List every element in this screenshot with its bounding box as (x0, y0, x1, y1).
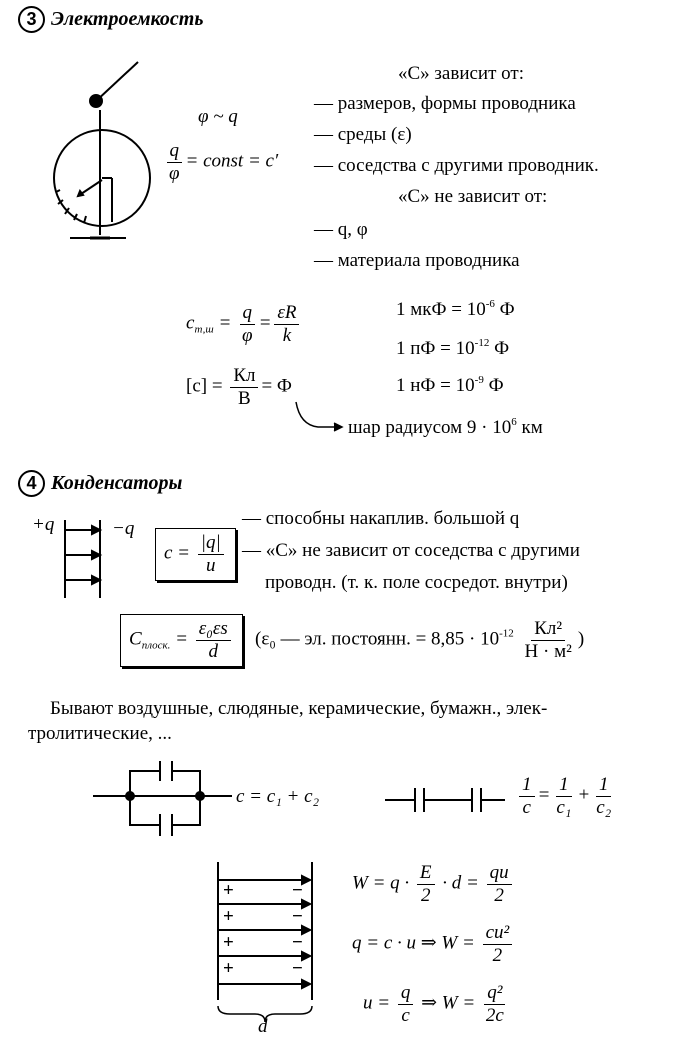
sphere-capacitance-formula: $c_{т,ш}$ = $\frac{q}{\varphi}$ = $\frac{\varepsilon R}{k}$ (186, 302, 302, 347)
unit-conversion: 1 пФ = $10^{-12}$ Ф (396, 337, 510, 359)
distance-d-label: d (258, 1016, 268, 1037)
series-formula: $\frac{1}{c}$ = $\frac{1}{\text{c₁}}$ + $\frac{1}{\text{c₂}}$ (516, 774, 617, 819)
plus-sign: + (223, 958, 234, 979)
depends-item: — соседства с другими проводник. (314, 155, 599, 176)
unit-conversion: 1 мкФ = $10^{-6}$ Ф (396, 298, 515, 320)
plus-sign: + (223, 880, 234, 901)
not-depends-item: — q, φ (314, 219, 368, 240)
types-text-line: тролитические, ... (28, 723, 172, 744)
capacitance-definition-box: c = $\frac{|q|}{u}$ (155, 528, 236, 581)
minus-sign: − (292, 880, 303, 901)
unit-conversion: 1 нФ = $10^{-9}$ Ф (396, 374, 504, 396)
depends-item: — среды (ε) (314, 124, 412, 145)
section-4-number: 4 (18, 470, 45, 497)
plus-sign: + (223, 932, 234, 953)
capacitor-property: проводн. (т. к. поле сосредот. внутри) (265, 572, 568, 593)
minus-sign: − (292, 958, 303, 979)
flat-capacitor-box: $C_{плоск.}$ = $\frac{\text{ε₀εs}}{d}$ (120, 614, 243, 667)
electroscope-drawing (54, 62, 150, 238)
parallel-formula: c = c₁ + c₂ (236, 786, 320, 807)
section-4-title: Конденсаторы (51, 472, 183, 494)
ratio-numerator: q (167, 140, 183, 163)
capacitance-ratio-formula (163, 140, 278, 185)
capacitor-plates-drawing (65, 520, 100, 598)
not-depends-heading: «С» не зависит от: (398, 186, 548, 207)
sphere-note: шар радиусом $9 \cdot 10^6$ км (348, 416, 543, 438)
section-3-title: Электроемкость (51, 8, 204, 30)
sphere-note-arrow (296, 402, 342, 431)
not-depends-item: — материала проводника (314, 250, 520, 271)
energy-formula-2: q = c · u ⇒ W = $\frac{\text{cu²}}{2}$ (352, 922, 515, 967)
capacitor-property: — способны накаплив. большой q (242, 508, 520, 529)
plus-sign: + (223, 906, 234, 927)
energy-formula-1: W = q · $\frac{E}{2}$ · d = $\frac{qu}{2}$ (352, 862, 515, 907)
depends-item: — размеров, формы проводника (314, 93, 576, 114)
series-circuit-drawing (385, 788, 505, 812)
phi-proportional-q: φ ~ q (198, 106, 238, 127)
energy-formula-3: u = $\frac{q}{c}$ ⇒ W = $\frac{\text{q²}}{2c}$ (363, 982, 504, 1026)
parallel-circuit-drawing (93, 761, 232, 836)
types-text-line: Бывают воздушные, слюдяные, керамические, бумажн., элек- (50, 698, 548, 719)
section-3-heading (18, 6, 203, 33)
plus-charge-label: +q (32, 514, 55, 535)
minus-sign: − (292, 906, 303, 927)
epsilon-note: (ε₀ — эл. постоянн. = $8,85 \cdot 10^{-12}$ $\frac{\text{Кл²}}{\text{Н · м²}}$ ) (255, 618, 585, 662)
minus-sign: − (292, 932, 303, 953)
ratio-denominator: φ (169, 162, 180, 184)
ratio-rest: = const = c′ (185, 150, 279, 172)
minus-charge-label: −q (112, 518, 135, 539)
capacitor-property: — «С» не зависит от соседства с другими (242, 540, 580, 561)
unit-formula: [c] = $\frac{Кл}{В}$ = Ф (186, 365, 292, 409)
depends-heading: «С» зависит от: (398, 63, 524, 84)
section-4-heading (18, 470, 182, 497)
section-3-number: 3 (18, 6, 45, 33)
